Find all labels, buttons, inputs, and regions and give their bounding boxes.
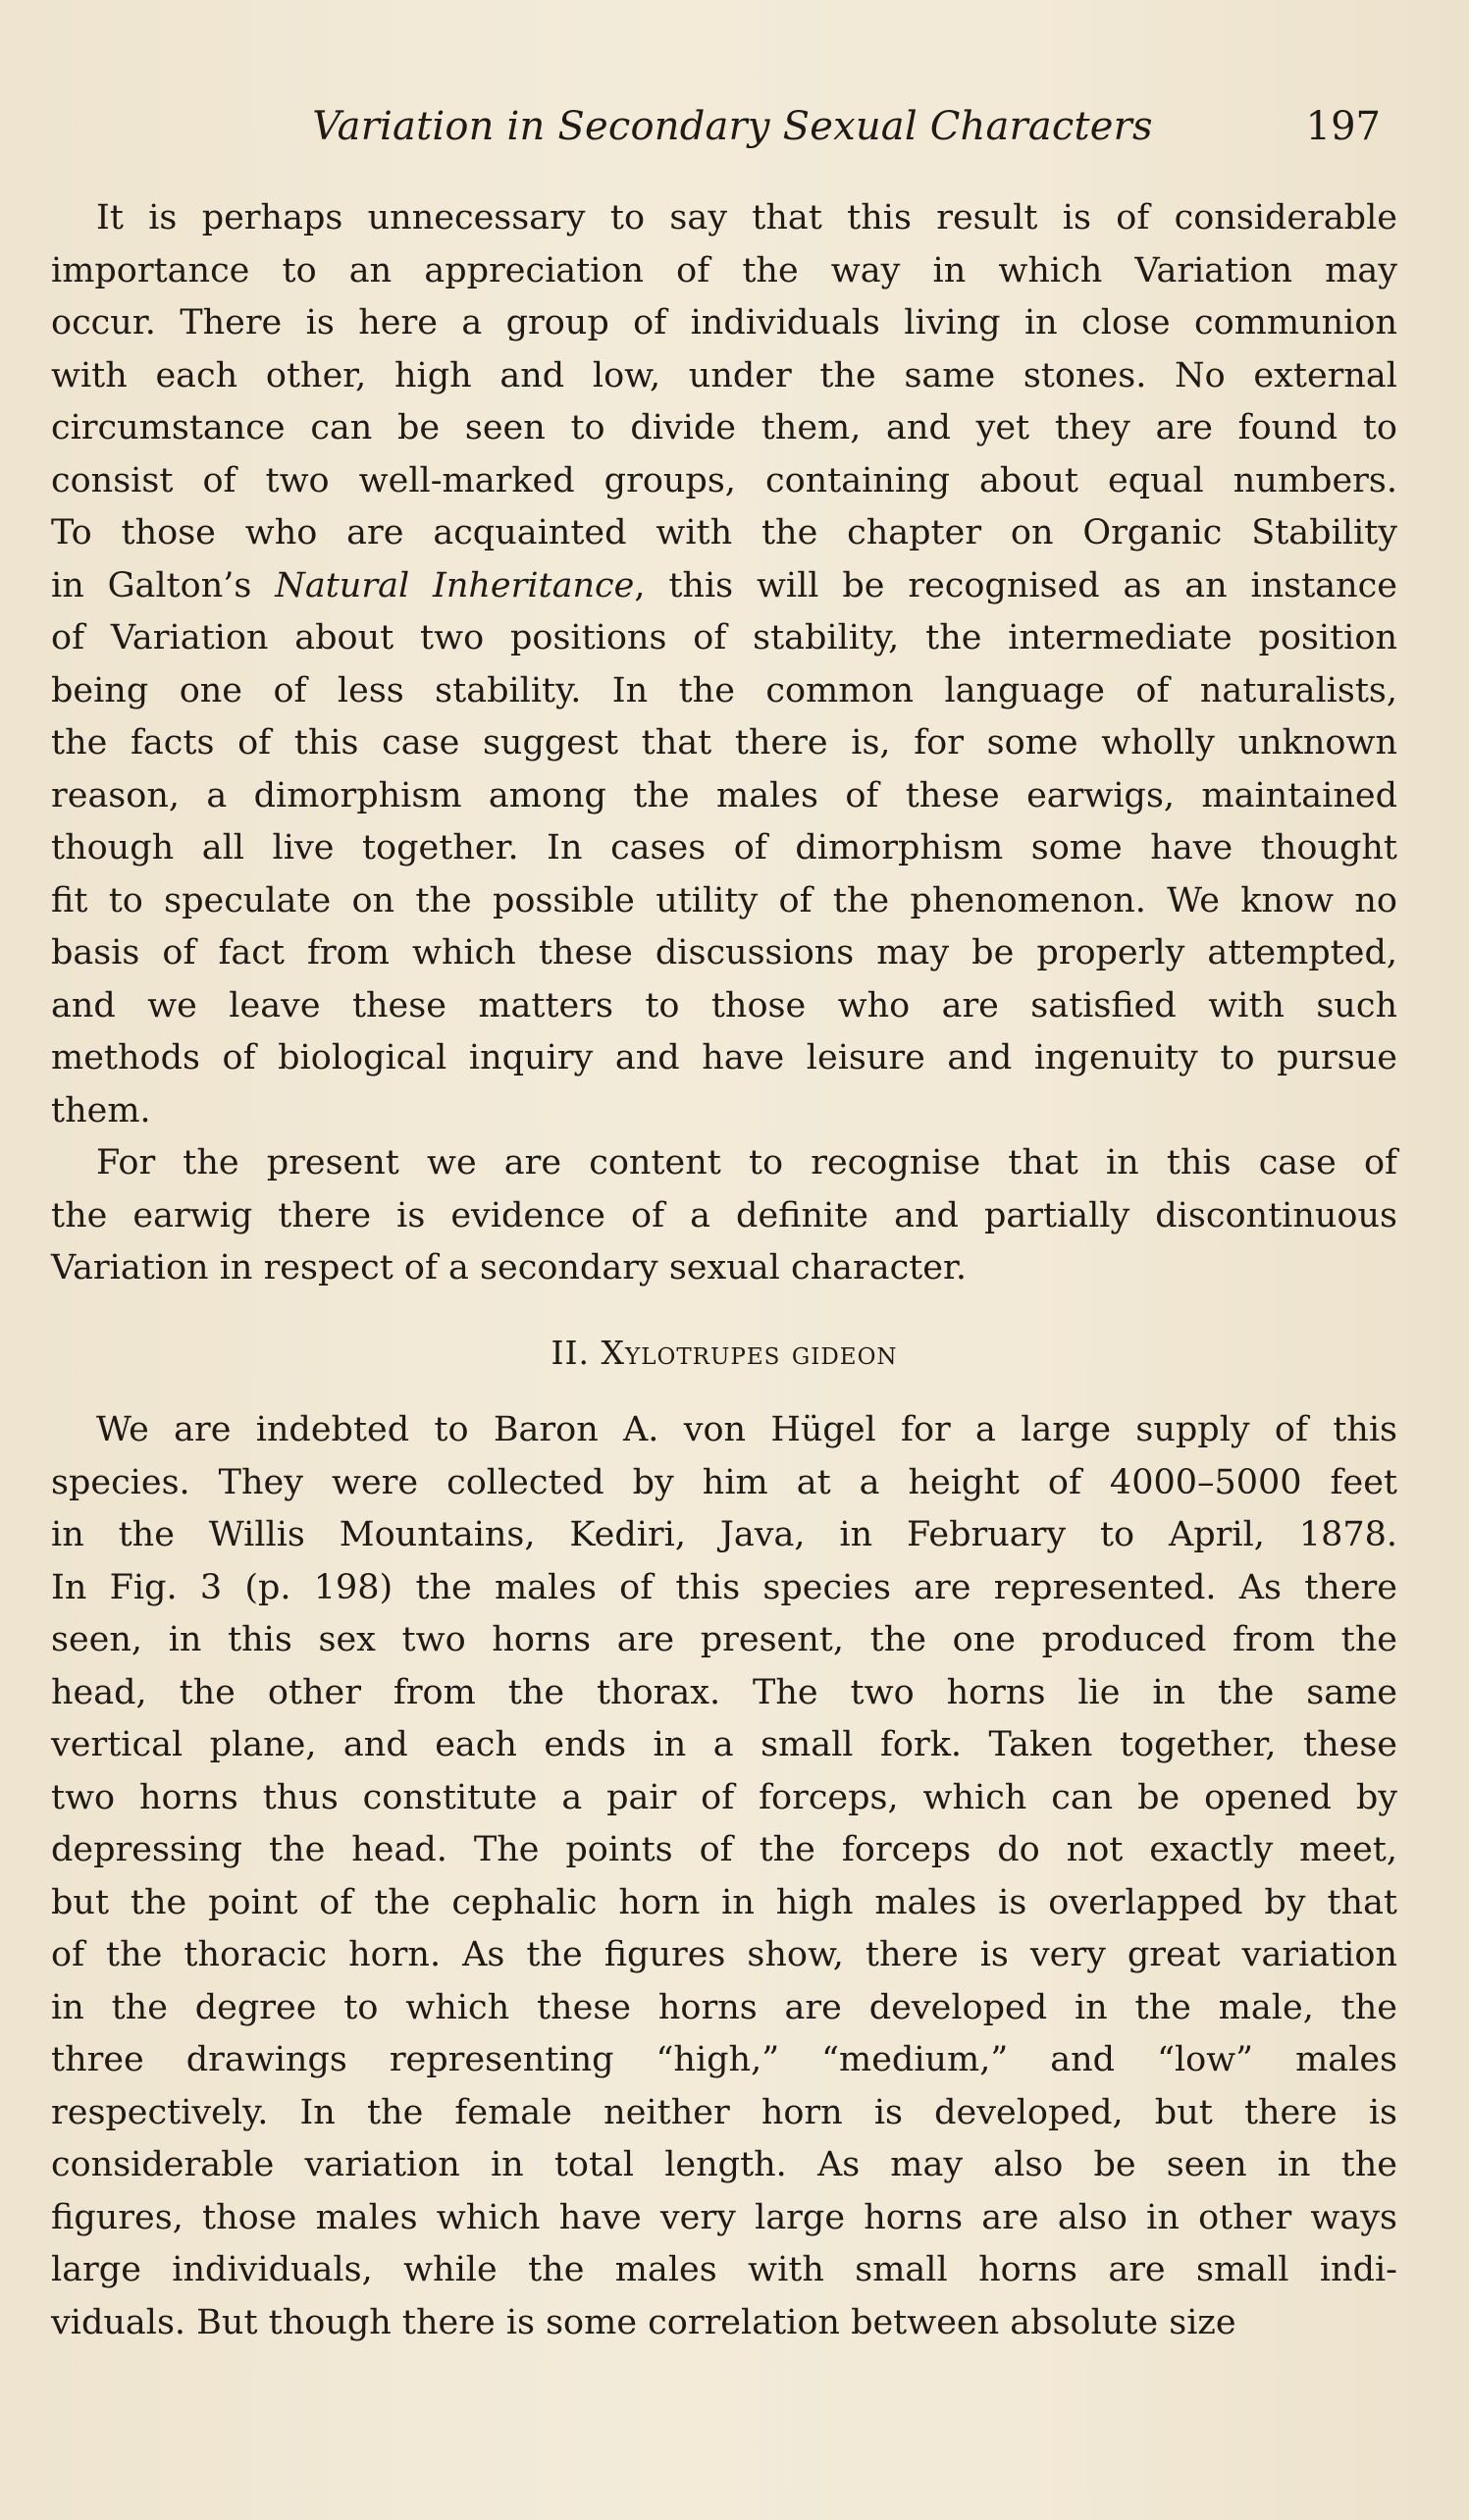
text-line: species. They were collected by him at a height of 4000–5000 feet	[51, 1462, 1397, 1502]
text-line: occur. There is here a group of individuals living in close communion	[51, 303, 1397, 342]
text-line: but the point of the cephalic horn in high males is overlapped by that	[51, 1882, 1397, 1922]
section-number: II.	[551, 1333, 591, 1372]
text-line: in Galton’s Natural Inheritance, this will be recognised as an instance	[51, 565, 1397, 605]
text-line: We are indebted to Baron A. von Hügel for a large supply of this	[96, 1410, 1397, 1449]
text-line: methods of biological inquiry and have leisure and ingenuity to pursue	[51, 1038, 1397, 1077]
text-line: fit to speculate on the possible utility of the phenomenon. We know no	[51, 880, 1397, 920]
page-body	[51, 192, 1397, 2349]
text-line: large individuals, while the males with small horns are small indi-	[51, 2250, 1397, 2289]
text-line: figures, those males which have very large horns are also in other ways	[51, 2197, 1397, 2237]
text-line: two horns thus constitute a pair of forceps, which can be opened by	[51, 1777, 1397, 1817]
text-line: them.	[51, 1090, 151, 1130]
text-line: and we leave these matters to those who are satisfied with such	[51, 985, 1397, 1025]
paragraph-xylotrupes	[51, 1404, 1397, 2349]
text-line: three drawings representing “high,” “medium,” and “low” males	[51, 2040, 1397, 2079]
text-line: seen, in this sex two horns are present, the one produced from the	[51, 1620, 1397, 1659]
text-line: basis of fact from which these discussions may be properly attempted,	[51, 933, 1397, 972]
text-line: To those who are acquainted with the chapter on Organic Stability	[51, 513, 1397, 552]
text-line: of Variation about two positions of stability, the intermediate position	[51, 618, 1397, 657]
text-line: In Fig. 3 (p. 198) the males of this species are represented. As there	[51, 1567, 1397, 1607]
paragraph-earwig-conclusion	[51, 192, 1397, 1137]
text-line: importance to an appreciation of the way in which Variation may	[51, 250, 1397, 290]
text-line: reason, a dimorphism among the males of these earwigs, maintained	[51, 775, 1397, 815]
text-line: vertical plane, and each ends in a small fork. Taken together, these	[51, 1725, 1397, 1764]
page-header	[55, 104, 1410, 163]
section-heading	[51, 1327, 1397, 1380]
text-line: considerable variation in total length. As may also be seen in the	[51, 2145, 1397, 2184]
book-title-italic: Natural Inheritance	[275, 565, 635, 605]
text-line: For the present we are content to recognise that in this case of	[96, 1143, 1397, 1182]
text-line: with each other, high and low, under the same stones. No external	[51, 355, 1397, 395]
text-line: consist of two well-marked groups, containing about equal numbers.	[51, 460, 1397, 500]
text-line: respectively. In the female neither horn is developed, but there is	[51, 2092, 1397, 2132]
text-line: in the degree to which these horns are developed in the male, the	[51, 1987, 1397, 2027]
text-line: depressing the head. The points of the forceps do not exactly meet,	[51, 1830, 1397, 1869]
paragraph-earwig-summary	[51, 1137, 1397, 1295]
running-title: Variation in Secondary Sexual Characters	[312, 104, 1153, 149]
text-line: head, the other from the thorax. The two horns lie in the same	[51, 1672, 1397, 1712]
text-line: viduals. But though there is some correlation between absolute size	[51, 2302, 1236, 2342]
section-title: Xylotrupes gideon	[601, 1333, 898, 1372]
page-number: 197	[1305, 104, 1381, 149]
text-line: of the thoracic horn. As the figures show, there is very great variation	[51, 1935, 1397, 1974]
text-line: It is perhaps unnecessary to say that this result is of considerable	[96, 198, 1397, 237]
text-line: the earwig there is evidence of a definite and partially discontinuous	[51, 1195, 1397, 1235]
text-line: being one of less stability. In the common language of naturalists,	[51, 670, 1397, 710]
text-line: the facts of this case suggest that there is, for some wholly unknown	[51, 723, 1397, 762]
text-line: in the Willis Mountains, Kediri, Java, in February to April, 1878.	[51, 1515, 1397, 1554]
text-line: Variation in respect of a secondary sexual character.	[51, 1248, 967, 1287]
text-line: circumstance can be seen to divide them, and yet they are found to	[51, 408, 1397, 447]
text-line: though all live together. In cases of dimorphism some have thought	[51, 828, 1397, 867]
